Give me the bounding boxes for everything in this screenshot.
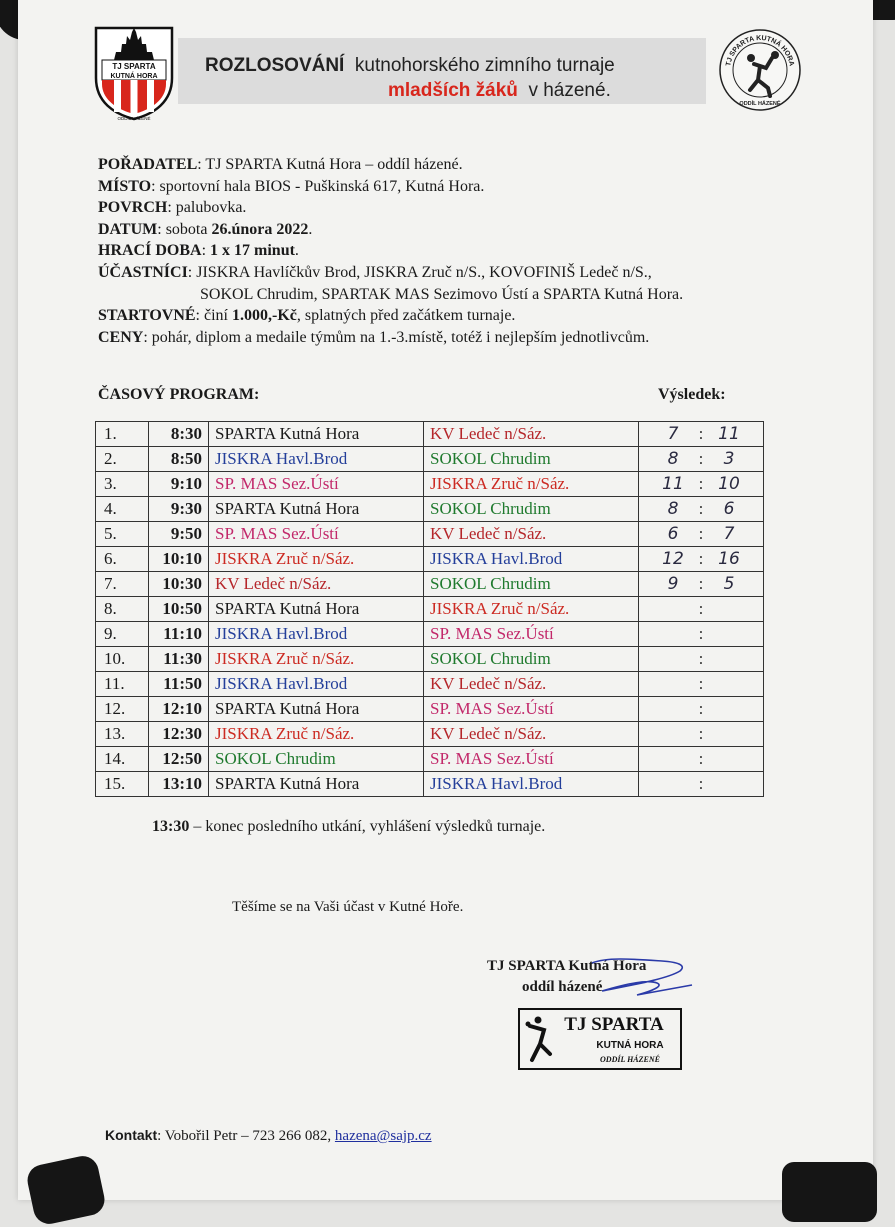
match-time: 12:10 [149, 697, 209, 722]
score-separator: : [698, 749, 704, 768]
schedule-table [95, 421, 764, 797]
table-row [96, 547, 764, 572]
match-number: 2. [96, 447, 149, 472]
info-surface: POVRCH: palubovka. [98, 199, 247, 217]
score-home: 8 [667, 499, 679, 519]
title-bold: ROZLOSOVÁNÍ [205, 55, 345, 76]
score-separator: : [698, 474, 704, 493]
info-date: DATUM: sobota 26.února 2022. [98, 220, 313, 238]
match-result [639, 447, 764, 472]
away-team: SOKOL Chrudim [424, 497, 639, 522]
match-number: 3. [96, 472, 149, 497]
score-away: 16 [718, 549, 740, 569]
score-away: 11 [718, 424, 740, 444]
match-time: 12:50 [149, 747, 209, 772]
match-time: 10:50 [149, 597, 209, 622]
match-number: 9. [96, 622, 149, 647]
away-team: JISKRA Havl.Brod [424, 772, 639, 797]
home-team: JISKRA Zruč n/Sáz. [209, 722, 424, 747]
logo-ring-text: TJ SPARTA KUTNÁ HORA [725, 34, 795, 67]
match-time: 8:50 [149, 447, 209, 472]
match-number: 12. [96, 697, 149, 722]
home-team: JISKRA Zruč n/Sáz. [209, 547, 424, 572]
match-time: 8:30 [149, 422, 209, 447]
match-number: 11. [96, 672, 149, 697]
away-team: JISKRA Zruč n/Sáz. [424, 472, 639, 497]
match-result [639, 747, 764, 772]
away-team: KV Ledeč n/Sáz. [424, 422, 639, 447]
stamp-line-3: ODDÍL HÁZENÉ [600, 1055, 660, 1064]
match-number: 6. [96, 547, 149, 572]
signature-line-1: TJ SPARTA Kutná Hora [487, 958, 647, 974]
info-participants-cont: SOKOL Chrudim, SPARTAK MAS Sezimovo Ústí a SPARTA Kutná Hora. [200, 285, 684, 303]
subtitle-rest: v házené. [528, 80, 611, 101]
table-row [96, 647, 764, 672]
table-row [96, 747, 764, 772]
signature-line-2: oddíl házené [522, 979, 603, 995]
score-away: 6 [723, 499, 735, 519]
match-time: 11:10 [149, 622, 209, 647]
away-team: KV Ledeč n/Sáz. [424, 722, 639, 747]
score-separator: : [698, 624, 704, 643]
event-info [98, 154, 683, 348]
match-time: 10:10 [149, 547, 209, 572]
table-row [96, 672, 764, 697]
table-row [96, 497, 764, 522]
info-place: MÍSTO: sportovní hala BIOS - Puškinská 617, Kutná Hora. [98, 177, 485, 195]
match-result [639, 697, 764, 722]
score-home: 12 [662, 549, 684, 569]
home-team: SPARTA Kutná Hora [209, 422, 424, 447]
match-time: 10:30 [149, 572, 209, 597]
table-row [96, 522, 764, 547]
table-row [96, 472, 764, 497]
score-separator: : [698, 674, 704, 693]
score-separator: : [698, 649, 704, 668]
table-row [96, 447, 764, 472]
document-title [205, 55, 615, 77]
away-team: SOKOL Chrudim [424, 647, 639, 672]
away-team: SP. MAS Sez.Ústí [424, 697, 639, 722]
match-number: 4. [96, 497, 149, 522]
match-result [639, 622, 764, 647]
away-team: SP. MAS Sez.Ústí [424, 622, 639, 647]
logo-bottom-text: ODDÍL HÁZENÉ [739, 101, 781, 107]
match-result [639, 722, 764, 747]
match-result [639, 672, 764, 697]
title-rest: kutnohorského zimního turnaje [354, 55, 615, 76]
score-home: 8 [667, 449, 679, 469]
magnet [782, 1162, 877, 1222]
contact-line: Kontakt: Vobořil Petr – 723 266 082, hazena@sajp.cz [105, 1127, 432, 1144]
match-number: 15. [96, 772, 149, 797]
score-separator: : [698, 424, 704, 443]
contact-email-link[interactable]: hazena@sajp.cz [334, 1128, 432, 1144]
table-row [96, 597, 764, 622]
score-away: 3 [723, 449, 735, 469]
match-number: 14. [96, 747, 149, 772]
info-prizes: CENY: pohár, diplom a medaile týmům na 1.-3.místě, totéž i nejlepším jednotlivcům. [98, 328, 650, 346]
home-team: JISKRA Havl.Brod [209, 447, 424, 472]
club-crest-icon [94, 26, 174, 121]
info-organizer: POŘADATEL: TJ SPARTA Kutná Hora – oddíl házené. [98, 156, 463, 173]
home-team: JISKRA Zruč n/Sáz. [209, 647, 424, 672]
crest-ribbon-text: ODDÍL HÁZENÉ [117, 116, 151, 121]
score-home: 11 [662, 474, 684, 494]
match-time: 13:10 [149, 772, 209, 797]
home-team: KV Ledeč n/Sáz. [209, 572, 424, 597]
club-stamp-icon [518, 1008, 682, 1070]
crest-bottom-text: KUTNÁ HORA [110, 73, 158, 80]
home-team: SPARTA Kutná Hora [209, 772, 424, 797]
score-separator: : [698, 499, 704, 518]
table-row [96, 697, 764, 722]
match-time: 9:10 [149, 472, 209, 497]
table-row [96, 722, 764, 747]
match-time: 11:50 [149, 672, 209, 697]
away-team: JISKRA Zruč n/Sáz. [424, 597, 639, 622]
match-result [639, 597, 764, 622]
home-team: SPARTA Kutná Hora [209, 497, 424, 522]
handwritten-signature-icon [552, 955, 702, 1005]
match-number: 13. [96, 722, 149, 747]
document-subtitle [388, 80, 611, 102]
home-team: JISKRA Havl.Brod [209, 672, 424, 697]
score-separator: : [698, 599, 704, 618]
table-row [96, 422, 764, 447]
match-result [639, 647, 764, 672]
match-time: 9:30 [149, 497, 209, 522]
stamp-line-1: TJ SPARTA [564, 1014, 664, 1035]
score-separator: : [698, 524, 704, 543]
home-team: SP. MAS Sez.Ústí [209, 522, 424, 547]
match-result [639, 497, 764, 522]
match-number: 5. [96, 522, 149, 547]
score-away: 7 [723, 524, 735, 544]
away-team: KV Ledeč n/Sáz. [424, 672, 639, 697]
match-result [639, 422, 764, 447]
match-result [639, 572, 764, 597]
info-play-time: HRACÍ DOBA: 1 x 17 minut. [98, 242, 299, 260]
score-separator: : [698, 549, 704, 568]
score-separator: : [698, 699, 704, 718]
match-time: 11:30 [149, 647, 209, 672]
table-row [96, 622, 764, 647]
home-team: SPARTA Kutná Hora [209, 697, 424, 722]
match-number: 10. [96, 647, 149, 672]
home-team: SOKOL Chrudim [209, 747, 424, 772]
away-team: SOKOL Chrudim [424, 447, 639, 472]
home-team: SPARTA Kutná Hora [209, 597, 424, 622]
score-away: 5 [723, 574, 735, 594]
match-result [639, 547, 764, 572]
table-row [96, 772, 764, 797]
end-note: 13:30 – konec posledního utkání, vyhlášení výsledků turnaje. [152, 818, 546, 835]
home-team: JISKRA Havl.Brod [209, 622, 424, 647]
info-participants: ÚČASTNÍCI: JISKRA Havlíčkův Brod, JISKRA Zruč n/S., KOVOFINIŠ Ledeč n/S., [98, 263, 652, 281]
subtitle-red: mladších žáků [388, 80, 518, 101]
match-number: 7. [96, 572, 149, 597]
away-team: SP. MAS Sez.Ústí [424, 747, 639, 772]
score-home: 6 [667, 524, 679, 544]
info-fee: STARTOVNÉ: činí 1.000,-Kč, splatných před začátkem turnaje. [98, 307, 516, 325]
crest-top-text: TJ SPARTA [112, 62, 156, 71]
score-separator: : [698, 774, 704, 793]
match-number: 1. [96, 422, 149, 447]
match-time: 9:50 [149, 522, 209, 547]
away-team: JISKRA Havl.Brod [424, 547, 639, 572]
score-separator: : [698, 449, 704, 468]
score-separator: : [698, 724, 704, 743]
match-result [639, 472, 764, 497]
score-separator: : [698, 574, 704, 593]
program-heading: ČASOVÝ PROGRAM: [98, 386, 260, 403]
handball-logo-icon [718, 28, 802, 112]
match-number: 8. [96, 597, 149, 622]
score-home: 7 [667, 424, 679, 444]
away-team: KV Ledeč n/Sáz. [424, 522, 639, 547]
result-heading: Výsledek: [658, 386, 726, 403]
home-team: SP. MAS Sez.Ústí [209, 472, 424, 497]
match-time: 12:30 [149, 722, 209, 747]
score-home: 9 [667, 574, 679, 594]
match-result [639, 522, 764, 547]
table-row [96, 572, 764, 597]
greeting: Těšíme se na Vaši účast v Kutné Hoře. [232, 899, 464, 915]
stamp-line-2: KUTNÁ HORA [596, 1040, 664, 1051]
score-away: 10 [718, 474, 740, 494]
away-team: SOKOL Chrudim [424, 572, 639, 597]
match-result [639, 772, 764, 797]
